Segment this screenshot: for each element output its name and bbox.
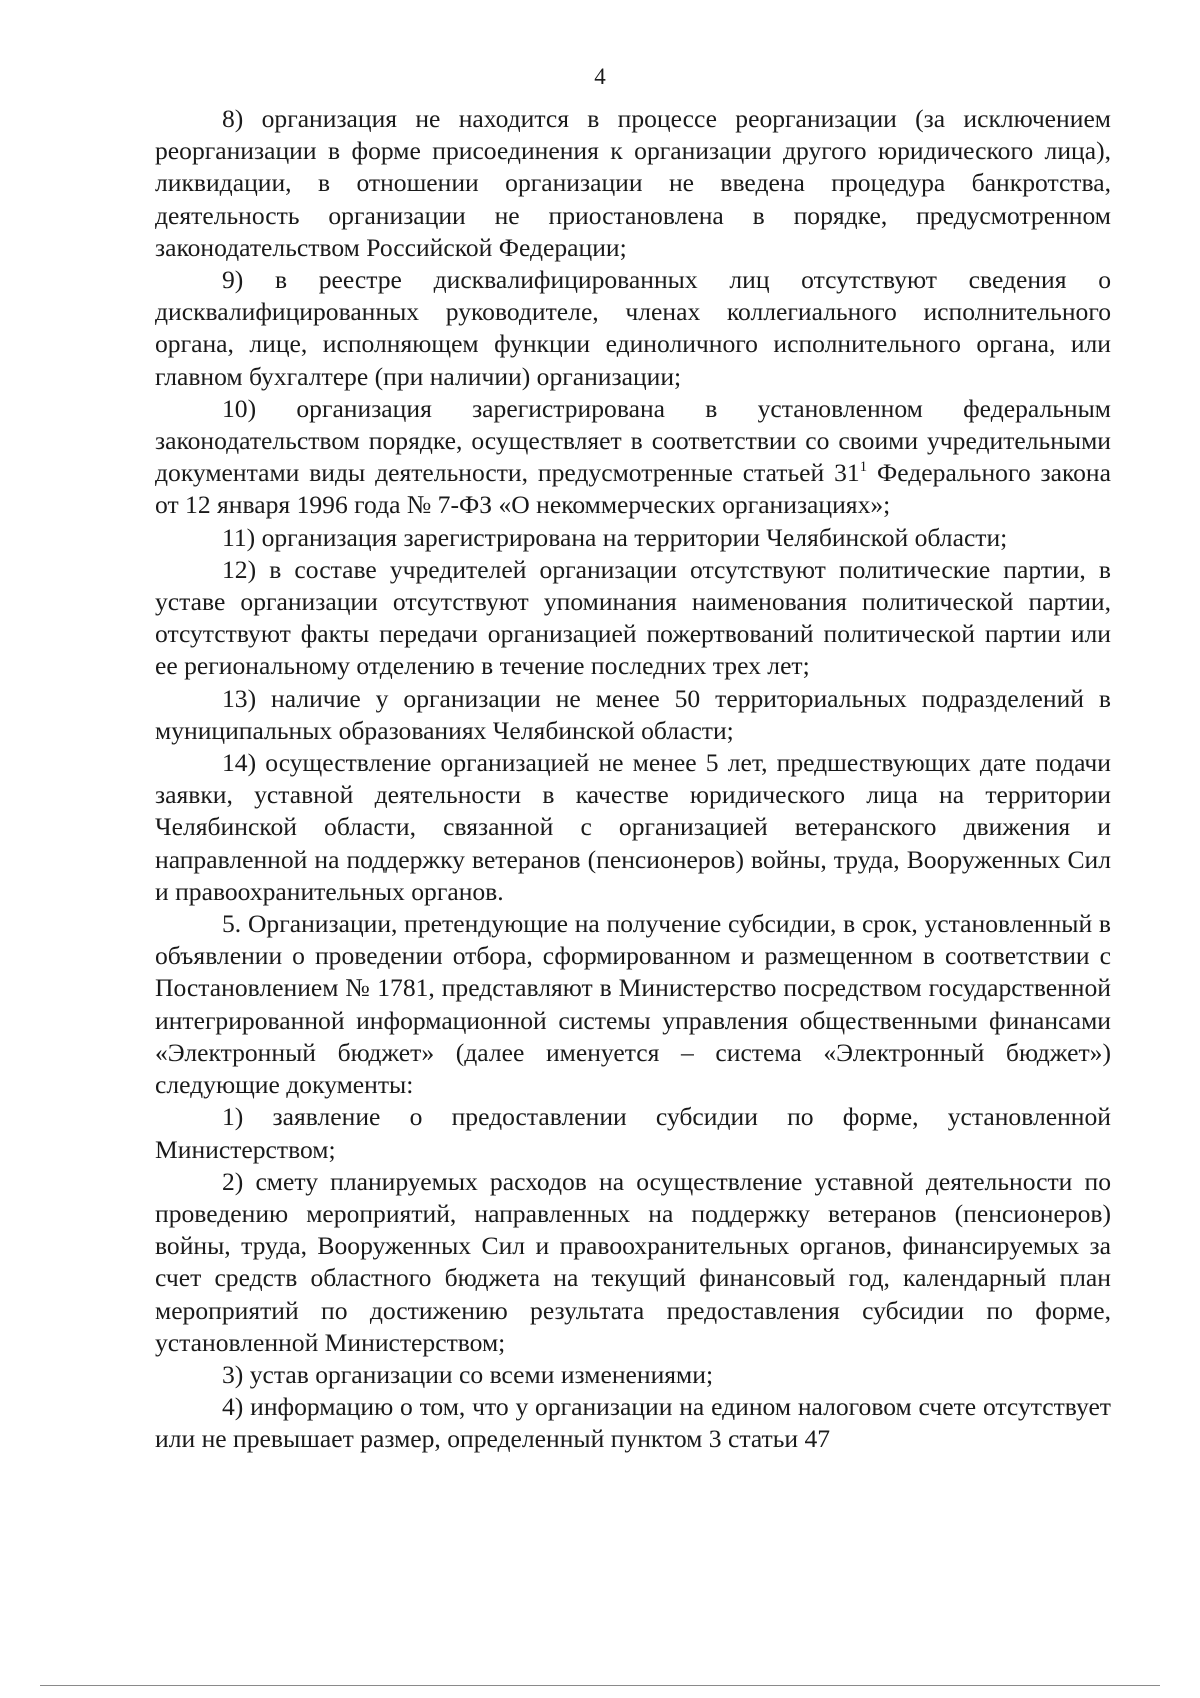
paragraph-doc-2: 2) смету планируемых расходов на осуществление уставной деятельности по проведению мероприятий, направленных на поддержку ветеранов (пенсионеров) войны, труда, Вооруженных Сил и правоохранительных органов, финансируемых за счет средств областного бюджета на текущий финансовый год, календарный план мероприятий по достижению результата предоставления субсидии по форме, установленной Министерством;: [155, 1166, 1111, 1357]
paragraph-item-12: 12) в составе учредителей организации отсутствуют политические партии, в уставе организации отсутствуют упоминания наименования политической партии, отсутствуют факты передачи организацией пожертвований политической партии или ее региональному отделению в течение последних трех лет;: [155, 554, 1111, 681]
paragraph-item-8: 8) организация не находится в процессе реорганизации (за исключением реорганизации в форме присоединения к организации другого юридического лица), ликвидации, в отношении организации не введена процедура банкротства, деятельность организации не приостановлена в порядке, предусмотренном законодательством Российской Федерации;: [155, 104, 1111, 262]
paragraph-item-14: 14) осуществление организацией не менее 5 лет, предшествующих дате подачи заявки, уставной деятельности в качестве юридического лица на территории Челябинской области, связанной с организацией ветеранского движения и направленной на поддержку ветеранов (пенсионеров) войны, труда, Вооруженных Сил и правоохранительных органов.: [155, 748, 1111, 906]
law-title: «О некоммерческих организациях»;: [498, 490, 891, 520]
article-superscript: 1: [859, 459, 868, 476]
page-bottom-rule: [40, 1685, 1160, 1686]
paragraph-item-9: 9) в реестре дисквалифицированных лиц отсутствуют сведения о дисквалифицированных руководителе, членах коллегиального исполнительного органа, лице, исполняющем функции единоличного исполнительного органа, или главном бухгалтере (при наличии) организации;: [155, 265, 1111, 391]
article-word: статьей: [742, 458, 825, 488]
paragraph-doc-1: 1) заявление о предоставлении субсидии по форме, установленной Министерством;: [155, 1102, 1111, 1164]
paragraph-item-10: [155, 393, 1111, 522]
paragraph-item-10-text: 10) организация зарегистрирована в установленном федеральным законодательством порядке, осуществляет в соответствии со своими учредительными документами виды деятельности, предусмотренные: [155, 393, 1111, 488]
paragraph-item-11: 11) организация зарегистрирована на территории Челябинской области;: [222, 522, 1008, 552]
law-reference: Федерального закона от 12 января 1996 года № 7-ФЗ: [155, 458, 1111, 520]
paragraph-doc-3: 3) устав организации со всеми изменениями;: [222, 1359, 714, 1389]
page-number: 4: [594, 64, 606, 89]
paragraph-item-13: 13) наличие у организации не менее 50 территориальных подразделений в муниципальных образованиях Челябинской области;: [155, 683, 1111, 745]
document-body: [155, 103, 1111, 1456]
paragraph-section-5: 5. Организации, претендующие на получение субсидии, в срок, установленный в объявлении о проведении отбора, сформированном и размещенном в соответствии с Постановлением № 1781, представляют в Министерство посредством государственной интегрированной информационной системы управления общественными финансами «Электронный бюджет» (далее именуется – система «Электронный бюджет») следующие документы:: [155, 909, 1111, 1100]
article-number: 31: [834, 458, 860, 488]
paragraph-doc-4: 4) информацию о том, что у организации на едином налоговом счете отсутствует или не превышает размер, определенный пунктом 3 статьи 47: [155, 1392, 1111, 1454]
